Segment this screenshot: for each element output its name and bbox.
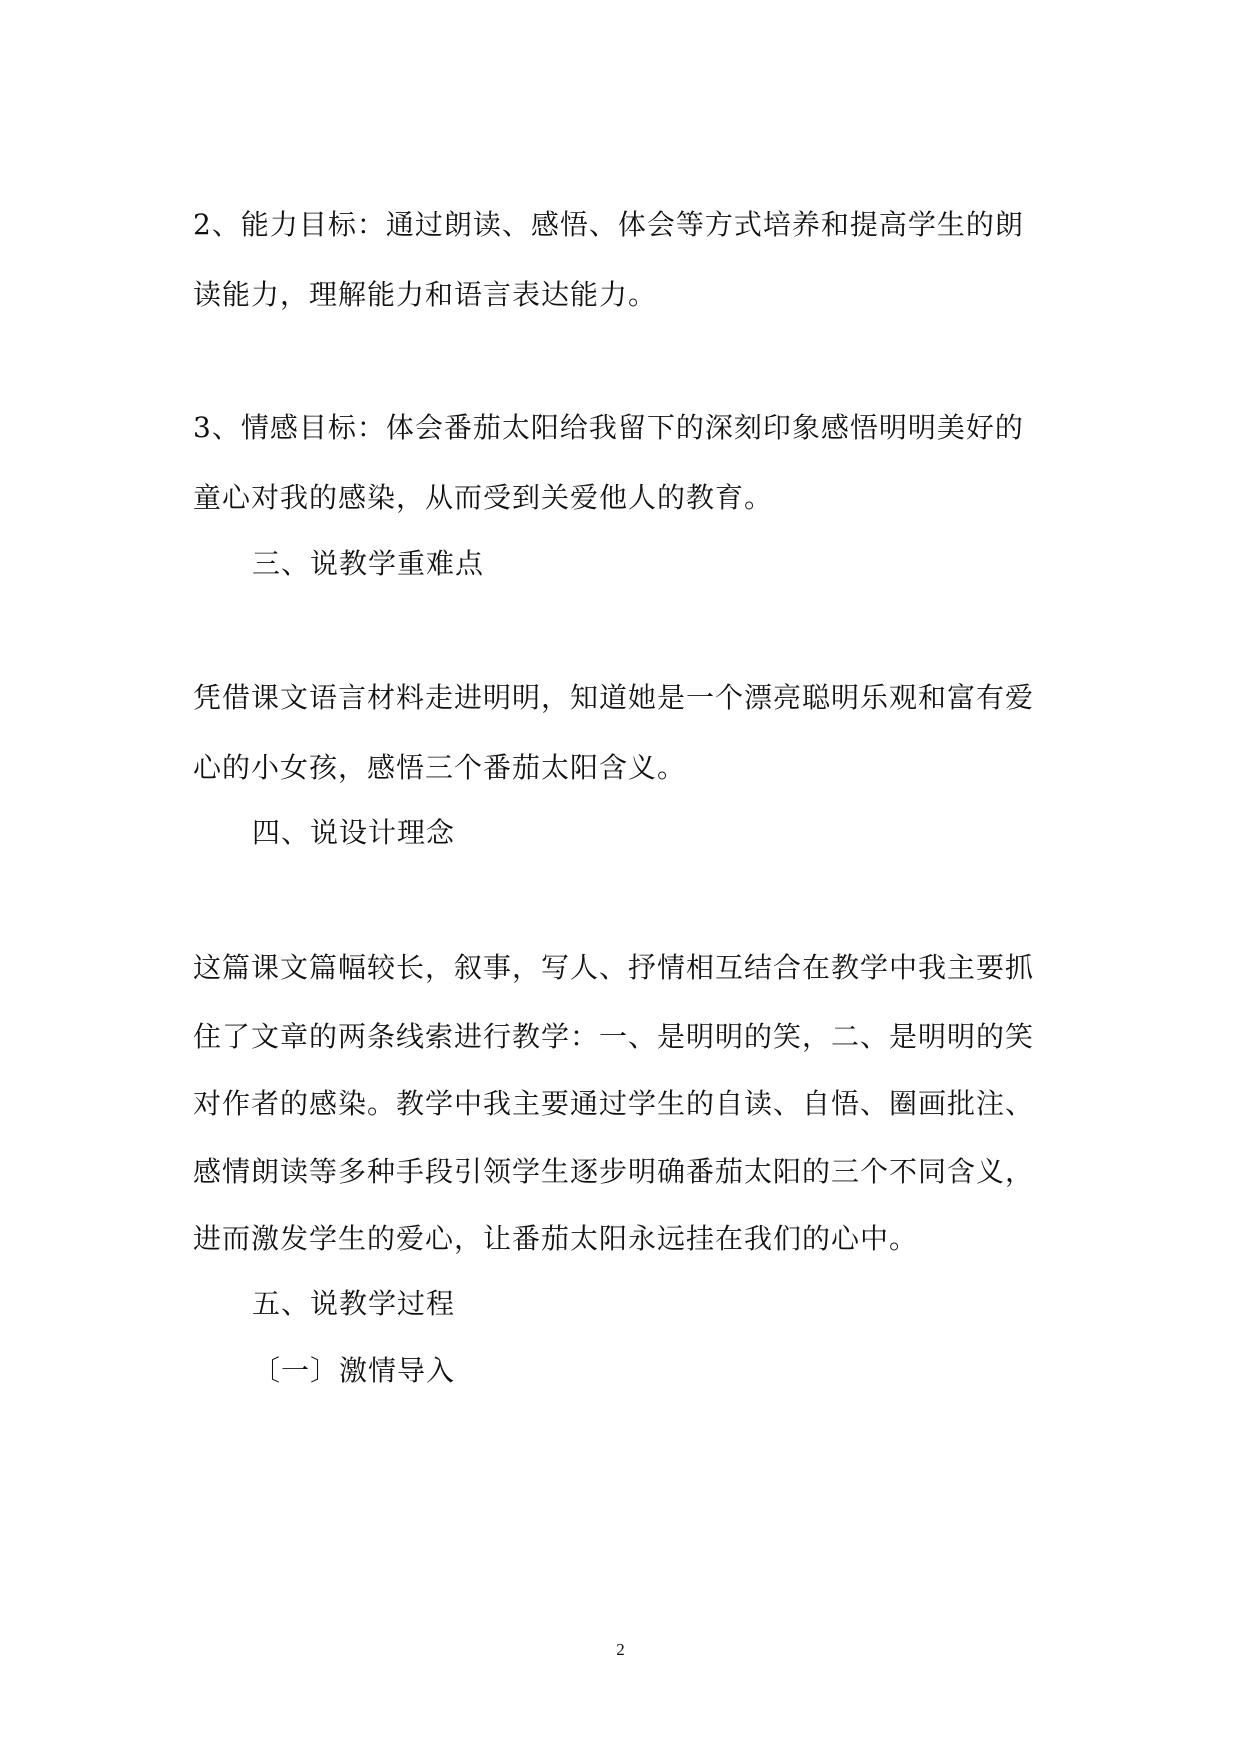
page-number: 2 bbox=[616, 1640, 625, 1659]
design-concept-line-3: 对作者的感染。教学中我主要通过学生的自读、自悟、圈画批注、 bbox=[193, 1087, 1035, 1120]
key-points-line-2: 心的小女孩，感悟三个番茄太阳含义。 bbox=[193, 751, 687, 784]
section-heading-design-concept: 四、说设计理念 bbox=[252, 816, 456, 849]
design-concept-line-2: 住了文章的两条线索进行教学：一、是明明的笑，二、是明明的笑 bbox=[193, 1020, 1035, 1053]
ability-goal-line-1: 2、能力目标：通过朗读、感悟、体会等方式培养和提高学生的朗 bbox=[193, 208, 1024, 241]
design-concept-line-5: 进而激发学生的爱心，让番茄太阳永远挂在我们的心中。 bbox=[193, 1222, 919, 1255]
section-heading-teaching-process: 五、说教学过程 bbox=[252, 1287, 456, 1320]
section-heading-key-points: 三、说教学重难点 bbox=[252, 547, 485, 580]
design-concept-line-4: 感情朗读等多种手段引领学生逐步明确番茄太阳的三个不同含义， bbox=[193, 1155, 1035, 1188]
emotion-goal-line-2: 童心对我的感染，从而受到关爱他人的教育。 bbox=[193, 481, 774, 514]
design-concept-line-1: 这篇课文篇幅较长，叙事，写人、抒情相互结合在教学中我主要抓 bbox=[193, 951, 1035, 984]
key-points-line-1: 凭借课文语言材料走进明明，知道她是一个漂亮聪明乐观和富有爱 bbox=[193, 681, 1035, 714]
ability-goal-line-2: 读能力，理解能力和语言表达能力。 bbox=[193, 278, 658, 311]
subheading-intro: 〔一〕激情导入 bbox=[252, 1354, 456, 1387]
emotion-goal-line-1: 3、情感目标：体会番茄太阳给我留下的深刻印象感悟明明美好的 bbox=[193, 411, 1024, 444]
